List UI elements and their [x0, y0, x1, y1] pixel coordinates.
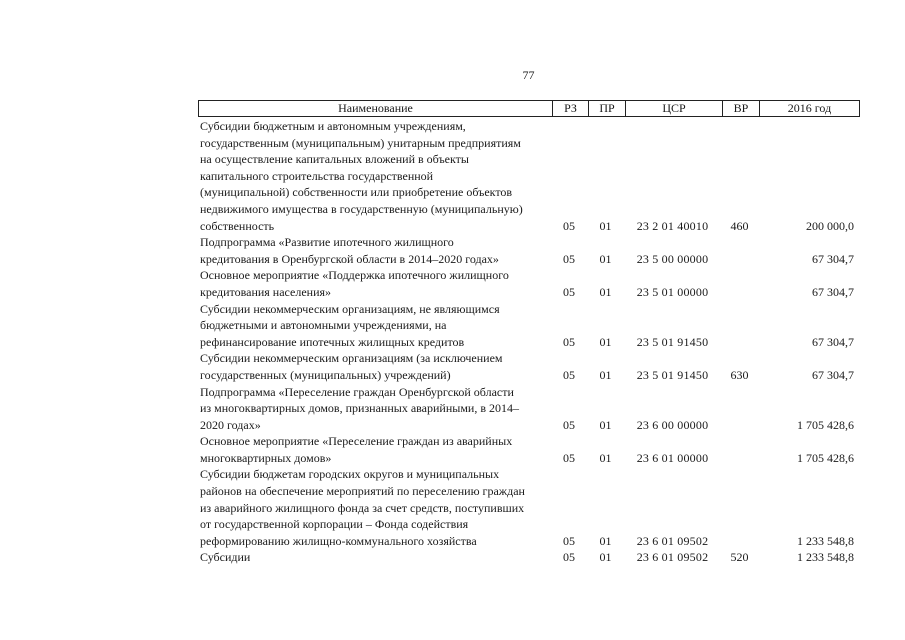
table-row	[198, 234, 860, 267]
table-row	[198, 433, 860, 466]
row-name: Основное мероприятие «Поддержка ипотечного жилищного кредитования населения»	[200, 268, 509, 299]
row-pr: 01	[599, 450, 612, 465]
row-amount: 1 233 548,8	[797, 550, 854, 565]
row-name: Подпрограмма «Развитие ипотечного жилищного кредитования в Оренбургской области в 2014–2020 годах»	[200, 235, 499, 266]
row-rz: 05	[563, 450, 575, 465]
row-name: Субсидии бюджетам городских округов и муниципальных районов на обеспечение мероприятий по переселению граждан из аварийного жилищного фонда за счет средств, поступивших от государственной корпорации – Фонда содействия реформированию жилищно-коммунального хозяйства	[200, 467, 525, 548]
row-pr: 01	[599, 533, 612, 548]
row-pr: 01	[599, 367, 612, 382]
row-rz: 05	[563, 334, 575, 349]
row-rz: 05	[563, 417, 575, 432]
row-csr: 23 5 01 91450	[636, 367, 709, 382]
column-header-rz: РЗ	[552, 101, 588, 116]
row-amount: 67 304,7	[812, 284, 854, 299]
column-header-vr: ВР	[722, 101, 759, 116]
table-row	[198, 384, 860, 434]
table-row	[198, 350, 860, 383]
row-pr: 01	[599, 334, 612, 349]
table-header	[198, 100, 860, 117]
row-name: Субсидии некоммерческим организациям, не являющимся бюджетными и автономными учреждениями, на рефинансирование ипотечных жилищных кредитов	[200, 301, 500, 349]
row-vr: 520	[730, 550, 749, 565]
row-amount: 1 705 428,6	[797, 450, 854, 465]
row-rz: 05	[563, 533, 575, 548]
table-body	[198, 118, 860, 566]
column-header-name: Наименование	[338, 101, 413, 115]
row-vr: 460	[730, 218, 749, 233]
row-amount: 67 304,7	[812, 334, 854, 349]
page-number: 77	[522, 68, 535, 82]
row-amount: 1 233 548,8	[797, 533, 854, 548]
row-amount: 67 304,7	[812, 251, 854, 266]
row-pr: 01	[599, 550, 612, 565]
column-header-csr: ЦСР	[625, 101, 722, 116]
row-pr: 01	[599, 218, 612, 233]
row-pr: 01	[599, 284, 612, 299]
row-name: Основное мероприятие «Переселение граждан из аварийных многоквартирных домов»	[200, 434, 513, 465]
row-pr: 01	[599, 417, 612, 432]
row-amount: 67 304,7	[812, 367, 854, 382]
row-csr: 23 6 01 00000	[636, 450, 709, 465]
row-amount: 1 705 428,6	[797, 417, 854, 432]
row-rz: 05	[563, 550, 575, 565]
table-row	[198, 549, 860, 566]
row-pr: 01	[599, 251, 612, 266]
row-rz: 05	[563, 284, 575, 299]
row-rz: 05	[563, 218, 575, 233]
row-csr: 23 5 01 91450	[636, 334, 709, 349]
row-csr: 23 6 00 00000	[636, 417, 709, 432]
row-rz: 05	[563, 367, 575, 382]
row-vr: 630	[730, 367, 749, 382]
table-row	[198, 466, 860, 549]
table-row	[198, 118, 860, 234]
table-row	[198, 301, 860, 351]
row-rz: 05	[563, 251, 575, 266]
table-row	[198, 267, 860, 300]
row-csr: 23 2 01 40010	[636, 218, 709, 233]
row-csr: 23 5 00 00000	[636, 251, 709, 266]
column-header-pr: ПР	[588, 101, 625, 116]
row-amount: 200 000,0	[806, 218, 854, 233]
row-csr: 23 6 01 09502	[636, 550, 709, 565]
row-csr: 23 6 01 09502	[636, 533, 709, 548]
row-name: Подпрограмма «Переселение граждан Оренбургской области из многоквартирных домов, признанных аварийными, в 2014– 2020 годах»	[200, 384, 520, 432]
row-name: Субсидии бюджетным и автономным учреждениям, государственным (муниципальным) унитарным предприятиям на осуществление капитальных вложений в объекты капитального строительства государственной (муниципальной) собственности или приобретение объектов недвижимого имущества в государственную (муниципальную) собственность	[200, 119, 523, 233]
row-csr: 23 5 01 00000	[636, 284, 709, 299]
row-name: Субсидии некоммерческим организациям (за исключением государственных (муниципальных) учреждений)	[200, 351, 503, 382]
row-name: Субсидии	[200, 550, 251, 565]
column-header-year: 2016 год	[759, 101, 859, 116]
